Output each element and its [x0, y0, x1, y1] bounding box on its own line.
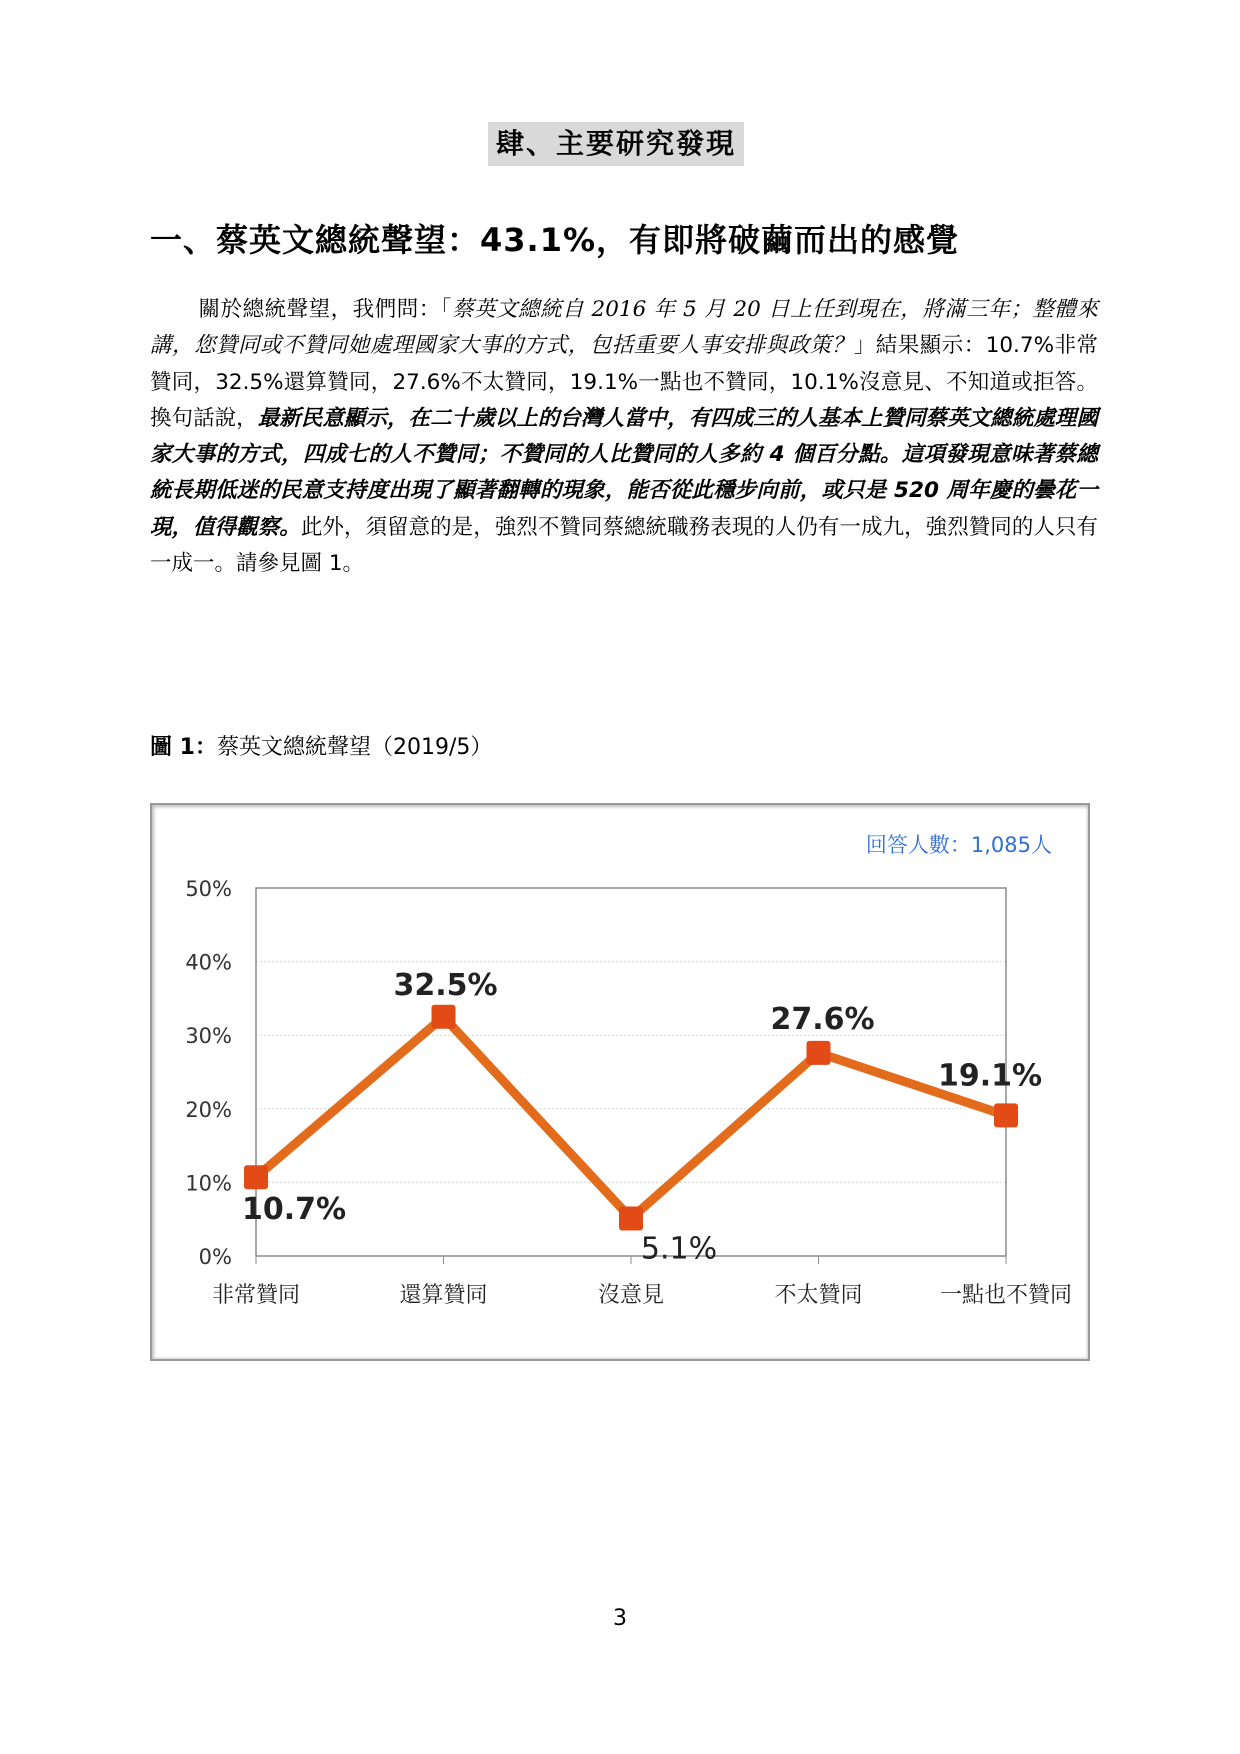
- sub-heading-suffix: ，有即將破繭而出的感覺: [596, 221, 960, 259]
- data-point-marker: [244, 1165, 268, 1189]
- y-tick-label: 20%: [185, 1097, 232, 1122]
- data-label: 5.1%: [640, 1231, 718, 1267]
- data-point-marker: [807, 1041, 831, 1065]
- figure-title: 蔡英文總統聲望（2019/5）: [216, 735, 493, 760]
- y-tick-label: 50%: [185, 877, 232, 901]
- x-category-label: 沒意見: [597, 1283, 665, 1308]
- body-paragraph: [150, 292, 1098, 582]
- series-line: [256, 1017, 1006, 1219]
- paragraph-results: 結果顯示：10.7%非常贊同，32.5%還算贊同，27.6%不太贊同，19.1%一點也不贊同，10.1%沒意見、不知道或拒答。換句話說，: [150, 333, 1098, 431]
- y-tick-label: 10%: [185, 1171, 232, 1196]
- y-tick-label: 40%: [185, 950, 232, 975]
- x-category-label: 非常贊同: [211, 1283, 301, 1308]
- survey-question: 蔡英文總統自 2016 年 5 月 20 日上任到現在，將滿三年；整體來講，您贊同或不贊同她處理國家大事的方式，包括重要人事安排與政策？: [150, 297, 1098, 359]
- data-label: 19.1%: [937, 1058, 1043, 1094]
- section-heading: 肆、主要研究發現: [488, 122, 744, 166]
- data-label: 32.5%: [393, 967, 498, 1003]
- x-category-label: 不太贊同: [774, 1283, 863, 1308]
- x-category-label: 還算贊同: [399, 1283, 488, 1308]
- figure-caption: [150, 730, 492, 761]
- paragraph-lead: 關於總統聲望，我們問：: [198, 297, 441, 322]
- data-point-marker: [619, 1206, 643, 1230]
- sub-heading: [150, 215, 959, 261]
- page-number: 3: [613, 1606, 627, 1631]
- approval-chart: [150, 803, 1090, 1361]
- x-category-label: 一點也不贊同: [939, 1283, 1073, 1308]
- paragraph-emphasis: 最新民意顯示，在二十歲以上的台灣人當中，有四成三的人基本上贊同蔡英文總統處理國家大事的方式，四成七的人不贊同；不贊同的人比贊同的人多約 4 個百分點。這項發現意味著蔡總統長期低迷的民意支持度出現了顯著翻轉的現象，能否從此穩步向前，或只是 520 周年慶的曇花一現，值得觀察。: [150, 405, 1098, 540]
- data-label: 27.6%: [770, 1001, 875, 1037]
- sub-heading-value: 43.1%: [480, 221, 597, 259]
- quote-open: 「: [440, 297, 453, 322]
- data-point-marker: [432, 1005, 456, 1029]
- y-tick-label: 30%: [185, 1024, 232, 1049]
- sub-heading-prefix: 一、蔡英文總統聲望：: [150, 221, 481, 259]
- figure-label: 圖 1：: [150, 735, 217, 760]
- y-tick-label: 0%: [198, 1245, 232, 1269]
- approval-chart-svg: [152, 805, 1088, 1359]
- quote-close: 」: [853, 333, 876, 359]
- paragraph-tail: 此外，須留意的是，強烈不贊同蔡總統職務表現的人仍有一成九，強烈贊同的人只有一成一。請參見圖 1。: [150, 514, 1098, 577]
- plot-frame: [256, 888, 1006, 1256]
- respondent-count-note: 回答人數：1,085人: [865, 833, 1052, 857]
- data-point-marker: [994, 1103, 1018, 1127]
- data-label: 10.7%: [241, 1192, 347, 1228]
